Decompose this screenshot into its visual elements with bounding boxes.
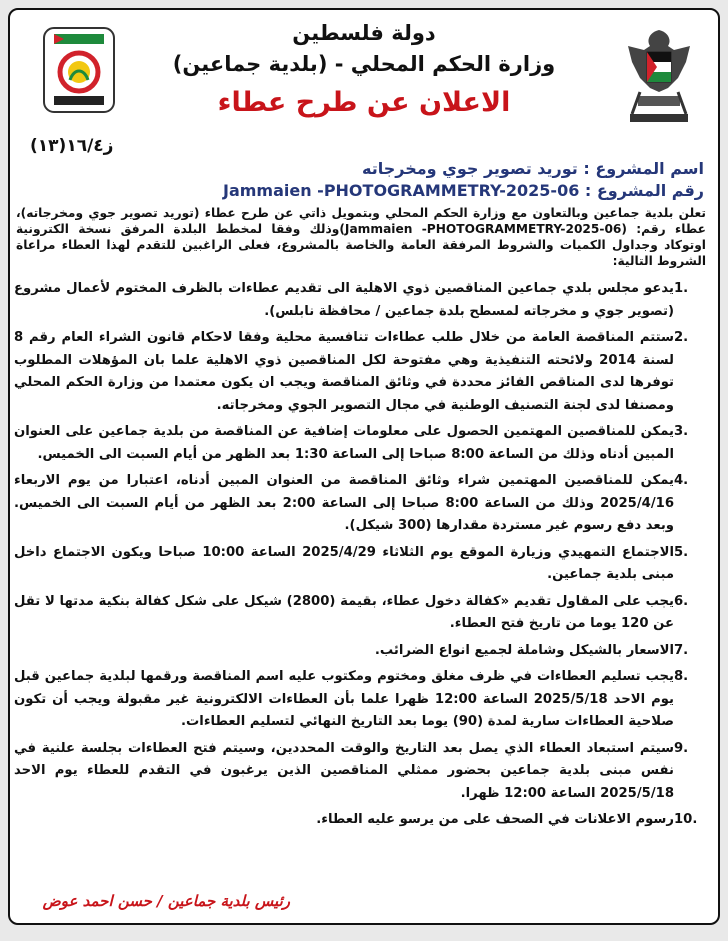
condition-text: يمكن للمناقصين المهتمين شراء وثائق المناقصة من العنوان المبين أدناه، اعتبارا من يوم الاربعاء 2025/4/16 وذلك من الساعة 8:00 صباحا إلى الساعة 2:00 بعد الظهر من أيام السبت الى الخميس. وبعد دفع رسوم غير مستردة مقدارها (300 شيكل). bbox=[14, 473, 674, 533]
mayor-signature: رئيس بلدية جماعين / حسن احمد عوض bbox=[42, 892, 290, 910]
condition-number: 2. bbox=[674, 330, 689, 345]
announcement-title: الاعلان عن طرح عطاء bbox=[217, 87, 511, 118]
condition-text: يجب تسليم العطاءات في ظرف مغلق ومختوم ومكتوب عليه اسم المناقصة ورقمها لبلدية جماعين قبل يوم الاحد 2025/5/18 الساعة 12:00 ظهرا علما بأن العطاءات الالكترونية غير مقبولة ويجب أن تكون صلاحية العطاءات سارية لمدة (90) يوما بعد التاريخ النهائي لتسليم العطاءات. bbox=[14, 669, 674, 729]
jammain-municipality-logo bbox=[40, 24, 118, 116]
conditions-list bbox=[8, 278, 706, 836]
header bbox=[120, 18, 608, 122]
condition-number: 1. bbox=[674, 281, 689, 296]
condition-number: 5. bbox=[674, 544, 689, 560]
condition-number: 7. bbox=[674, 642, 689, 658]
project-number: رقم المشروع : Jammaien -PHOTOGRAMMETRY-2025-06 bbox=[222, 181, 704, 200]
ministry-title: وزارة الحكم المحلي - (بلدية جماعين) bbox=[172, 52, 556, 76]
condition-item bbox=[8, 421, 706, 466]
condition-item bbox=[8, 470, 706, 538]
state-title: دولة فلسطين bbox=[292, 21, 436, 45]
condition-item bbox=[8, 278, 706, 323]
project-name: اسم المشروع : توريد تصوير جوي ومخرجاته bbox=[362, 159, 704, 178]
condition-item bbox=[8, 738, 706, 806]
condition-item bbox=[8, 640, 706, 663]
condition-text: الاجتماع التمهيدي وزيارة الموقع يوم الثلاثاء 2025/4/29 الساعة 10:00 صباحا ويكون الاجتماع داخل مبنى بلدية جماعين. bbox=[14, 544, 674, 582]
condition-item bbox=[8, 591, 706, 636]
condition-number: 10. bbox=[674, 812, 698, 827]
intro-paragraph: تعلن بلدية جماعين وبالتعاون مع وزارة الحكم المحلي وبتمويل ذاتي عن طرح عطاء (توريد تصوير جوي ومخرجاته)، عطاء رقم: (Jammaien -PHOTOGRAMMETRY-2025-06)وذلك وفقا لمخطط البلدة المرفق نسخة الكترونية اوتوكاد وجداول الكميات والشروط المرفقة العامة والخاصة بالمشروع، فعلى الراغبين للتقدم لهذا العطاء مراعاة الشروط التالية: bbox=[16, 206, 706, 268]
condition-number: 4. bbox=[674, 473, 689, 488]
condition-text: يمكن للمناقصين المهتمين الحصول على معلومات إضافية عن المناقصة من بلدية جماعين على العنوان المبين أدناه وذلك من الساعة 8:00 صباحا إلى الساعة 1:30 بعد الظهر من أيام السبت الى الخميس. bbox=[14, 424, 674, 462]
condition-text: الاسعار بالشيكل وشاملة لجميع انواع الضرائب. bbox=[374, 642, 674, 658]
reference-number: ز١٦/٤(١٣) bbox=[30, 136, 114, 156]
condition-number: 3. bbox=[674, 424, 689, 439]
palestine-emblem-logo bbox=[620, 22, 698, 132]
condition-text: يجب على المقاول تقديم «كفالة دخول عطاء، بقيمة (2800) شيكل على شكل كفالة بنكية مدتها لا تقل عن 120 يوما من تاريخ فتح العطاء. bbox=[14, 593, 674, 631]
condition-item bbox=[8, 327, 706, 417]
condition-number: 8. bbox=[674, 669, 689, 684]
condition-number: 9. bbox=[674, 740, 689, 756]
condition-item bbox=[8, 666, 706, 734]
condition-item bbox=[8, 542, 706, 587]
condition-text: سيتم استبعاد العطاء الذي يصل بعد التاريخ والوقت المحددين، وسيتم فتح العطاءات بجلسة علنية في نفس مبنى بلدية جماعين بحضور ممثلي المناقصين الذين يرغبون في التقدم للعطاء يوم الاحد 2025/5/18 الساعة 12:00 ظهرا. bbox=[14, 740, 674, 801]
project-info bbox=[64, 158, 704, 202]
announcement-page bbox=[8, 8, 720, 925]
condition-text: ستتم المناقصة العامة من خلال طلب عطاءات تنافسية محلية وفقا لاحكام قانون الشراء العام رقم 8 لسنة 2014 ولائحته التنفيذية وهي مفتوحة لكل المناقصين ذوي الاهلية علما بان المؤهلات المطلوب توفرها لدى المناقص الفائز محددة في وثائق المناقصة ويجب ان يكون معتمدا من وزارة الحكم المحلي ومصنفا لدى لجنة التصنيف الوطنية في مجال التصوير الجوي ومخرجاته. bbox=[14, 330, 675, 413]
condition-item bbox=[8, 809, 706, 832]
condition-text: رسوم الاعلانات في الصحف على من يرسو عليه العطاء. bbox=[316, 812, 674, 827]
condition-number: 6. bbox=[674, 593, 689, 609]
condition-text: يدعو مجلس بلدي جماعين المناقصين ذوي الاهلية الى تقديم عطاءات بالظرف المختوم لأعمال مشروع (تصوير جوي و مخرجاته لمسطح بلدة جماعين / محافظة نابلس). bbox=[14, 281, 674, 319]
